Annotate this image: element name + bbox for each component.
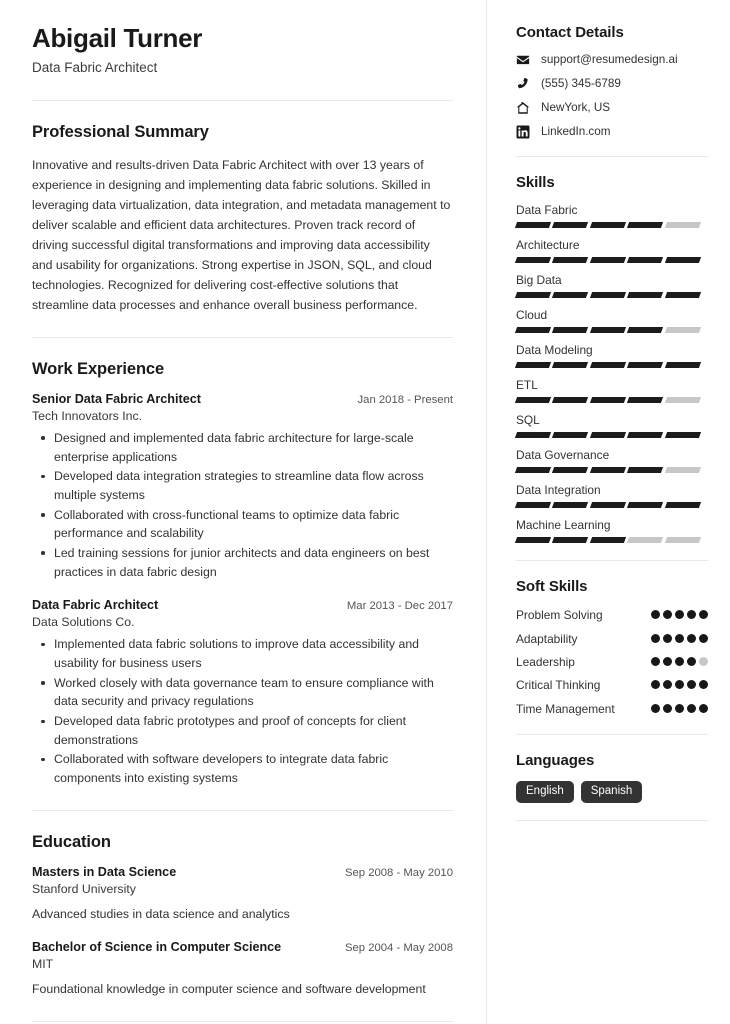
skill-name: Machine Learning [516,518,611,533]
soft-skill-item [516,607,708,623]
skill-level-segment [665,327,702,333]
job-bullet: Led training sessions for junior architects and data engineers on best practices in data fabric design [32,544,453,581]
skill-name: ETL [516,378,538,393]
professional-summary-heading: Professional Summary [32,122,209,141]
skill-item [516,273,708,298]
skill-level-bar [516,502,700,508]
rating-dot [663,704,672,713]
skill-name: Data Integration [516,483,601,498]
language-pill: Spanish [581,781,643,803]
skill-level-segment [552,292,589,298]
skill-level-bar [516,327,700,333]
languages-section [516,752,708,803]
skills-heading: Skills [516,174,555,192]
job-bullet: Worked closely with data governance team to ensure compliance with data security and privacy regulations [32,674,453,711]
skill-item [516,378,708,403]
skill-level-segment [627,502,664,508]
job-bullet: Collaborated with cross-functional teams to optimize data fabric performance and scalability [32,506,453,543]
rating-dot [651,704,660,713]
entry-header [32,598,453,612]
contact-list [516,53,708,139]
skill-name: Data Governance [516,448,610,463]
job-company: Data Solutions Co. [32,615,135,630]
skill-level-segment [627,432,664,438]
professional-summary-text: Innovative and results-driven Data Fabric Architect with over 13 years of experience in designing and implementing data fabric solutions. Skilled in leveraging data virtualization, data integration, and metadata management to deliver scalable and efficient data architectures. Proven track record of driving successful digital transformations and improving data accessibility and usability for organizations. Strong expertise in JSON, SQL, and cloud technologies. Recognized for delivering cost-effective solutions that streamline data processes and enhance overall business performance. [32,157,451,312]
skill-level-segment [665,432,702,438]
soft-skill-rating [651,701,708,713]
soft-skill-item [516,654,708,670]
degree-title: Masters in Data Science [32,864,177,879]
skill-level-segment [627,467,664,473]
rating-dot [651,680,660,689]
rating-dot [687,704,696,713]
skill-level-bar [516,537,700,543]
entry-header [32,392,453,406]
rating-dot [699,704,708,713]
skill-level-segment [515,292,552,298]
envelope-icon [516,53,530,67]
soft-skill-name: Critical Thinking [516,678,601,693]
skills-section [516,174,708,543]
experience-divider [32,810,453,811]
contact-divider [516,156,708,157]
skill-level-segment [665,397,702,403]
skill-item [516,518,708,543]
skill-name: Data Modeling [516,343,593,358]
job-role: Data Fabric Architect [32,598,159,613]
contact-details-heading: Contact Details [516,24,624,41]
skill-level-bar [516,257,700,263]
skill-level-segment [515,397,552,403]
skill-level-bar [516,432,700,438]
skill-level-bar [516,397,700,403]
languages-divider [516,820,708,821]
skill-level-segment [515,502,552,508]
skill-level-segment [590,397,627,403]
education-entry [32,865,453,923]
rating-dot [663,657,672,666]
skill-level-bar [516,467,700,473]
rating-dot [651,610,660,619]
language-pill: English [516,781,574,803]
skill-item [516,238,708,263]
job-date-range: Mar 2013 - Dec 2017 [346,600,453,613]
skill-level-segment [552,397,589,403]
job-bullet: Collaborated with software developers to integrate data fabric components into existing systems [32,750,453,787]
skill-level-segment [552,257,589,263]
skill-level-bar [516,222,700,228]
skill-item [516,448,708,473]
soft-skill-rating [651,677,708,689]
rating-dot [651,657,660,666]
contact-row[interactable] [516,77,708,91]
header-divider [32,100,453,101]
school-name: Stanford University [32,881,136,896]
skill-name: Architecture [516,238,580,253]
skill-level-segment [590,222,627,228]
rating-dot [687,634,696,643]
skill-level-segment [552,537,589,543]
skill-level-segment [552,432,589,438]
soft-skill-rating [651,631,708,643]
phone-icon [516,77,530,91]
soft-skill-name: Adaptability [516,631,578,646]
rating-dot [663,634,672,643]
rating-dot [699,634,708,643]
skill-name: Cloud [516,308,548,323]
education-section [32,833,453,999]
skill-level-segment [552,327,589,333]
education-divider [32,1021,453,1022]
skill-level-segment [515,327,552,333]
soft-skills-section [516,578,708,717]
skill-item [516,308,708,333]
soft-skills-list [516,607,708,717]
entry-header [32,940,453,954]
skill-level-segment [665,362,702,368]
skill-level-segment [627,292,664,298]
job-bullet-list [32,635,453,788]
skill-level-segment [590,502,627,508]
professional-summary-section [32,123,453,315]
soft-skill-name: Problem Solving [516,608,603,623]
soft-skills-heading: Soft Skills [516,578,588,596]
education-list [32,865,453,999]
skill-level-segment [515,362,552,368]
education-heading: Education [32,832,111,851]
contact-row[interactable] [516,53,708,67]
linkedin-icon [516,125,530,139]
languages-list [516,781,708,803]
soft-skill-name: Time Management [516,701,615,716]
work-experience-heading: Work Experience [32,359,165,378]
skill-level-segment [665,537,702,543]
skill-level-segment [590,292,627,298]
skill-level-segment [627,222,664,228]
rating-dot [663,610,672,619]
skill-item [516,203,708,228]
rating-dot [675,657,684,666]
contact-details-section [516,24,708,139]
resume-sidebar [487,0,730,1024]
rating-dot [675,704,684,713]
rating-dot [675,610,684,619]
work-experience-section [32,360,453,788]
skill-level-segment [552,222,589,228]
entry-header [32,865,453,879]
skill-level-segment [627,257,664,263]
skill-item [516,343,708,368]
skill-item [516,483,708,508]
skill-level-segment [515,467,552,473]
rating-dot [651,634,660,643]
rating-dot [687,610,696,619]
skill-level-segment [590,362,627,368]
skill-name: Big Data [516,273,562,288]
rating-dot [687,657,696,666]
contact-value: LinkedIn.com [541,125,611,139]
rating-dot [663,680,672,689]
rating-dot [699,610,708,619]
soft-skills-divider [516,734,708,735]
skill-level-segment [590,467,627,473]
school-name: MIT [32,957,54,972]
education-entry [32,940,453,998]
skill-level-segment [590,432,627,438]
skill-level-segment [627,362,664,368]
contact-value: NewYork, US [541,101,611,115]
job-company: Tech Innovators Inc. [32,408,143,423]
contact-value: support@resumedesign.ai [541,53,678,66]
soft-skill-name: Leadership [516,654,575,669]
rating-dot [675,680,684,689]
work-experience-entry [32,392,453,582]
job-bullet-list [32,429,453,582]
skill-level-bar [516,362,700,368]
skill-level-segment [552,362,589,368]
degree-title: Bachelor of Science in Computer Science [32,940,282,955]
skill-name: Data Fabric [516,203,578,218]
skill-level-segment [665,502,702,508]
soft-skill-item [516,701,708,717]
skill-level-segment [590,257,627,263]
contact-value: (555) 345-6789 [541,77,621,91]
skill-level-segment [515,537,552,543]
education-date-range: Sep 2008 - May 2010 [344,866,453,879]
skill-level-segment [665,222,702,228]
rating-dot [687,680,696,689]
job-bullet: Developed data integration strategies to streamline data flow across multiple systems [32,467,453,504]
job-bullet: Developed data fabric prototypes and proof of concepts for client demonstrations [32,712,453,749]
job-bullet: Implemented data fabric solutions to improve data accessibility and usability for business users [32,635,453,672]
skill-level-segment [552,502,589,508]
skill-level-segment [590,327,627,333]
skill-level-segment [515,257,552,263]
soft-skill-rating [651,607,708,619]
work-experience-list [32,392,453,788]
work-experience-entry [32,598,453,788]
skill-level-segment [665,292,702,298]
skill-level-segment [515,222,552,228]
soft-skill-item [516,677,708,693]
skill-level-segment [627,327,664,333]
languages-heading: Languages [516,752,595,770]
rating-dot [699,680,708,689]
skill-name: SQL [516,413,540,428]
education-note: Foundational knowledge in computer science and software development [32,982,426,997]
skill-level-segment [515,432,552,438]
education-note: Advanced studies in data science and analytics [32,906,290,921]
skill-level-segment [590,537,627,543]
resume-header [32,24,453,75]
summary-divider [32,337,453,338]
skill-item [516,413,708,438]
education-date-range: Sep 2004 - May 2008 [344,942,453,955]
skills-list [516,203,708,543]
job-bullet: Designed and implemented data fabric architecture for large-scale enterprise applications [32,429,453,466]
contact-row[interactable] [516,101,708,115]
candidate-name: Abigail Turner [32,23,203,53]
skills-divider [516,560,708,561]
soft-skill-item [516,631,708,647]
rating-dot [675,634,684,643]
job-date-range: Jan 2018 - Present [357,393,453,406]
soft-skill-rating [651,654,708,666]
skill-level-segment [552,467,589,473]
skill-level-segment [665,257,702,263]
rating-dot [699,657,708,666]
skill-level-segment [665,467,702,473]
skill-level-bar [516,292,700,298]
skill-level-segment [627,397,664,403]
skill-level-segment [627,537,664,543]
contact-row[interactable] [516,125,708,139]
candidate-job-title: Data Fabric Architect [32,59,158,75]
home-icon [516,101,530,115]
job-role: Senior Data Fabric Architect [32,391,201,406]
